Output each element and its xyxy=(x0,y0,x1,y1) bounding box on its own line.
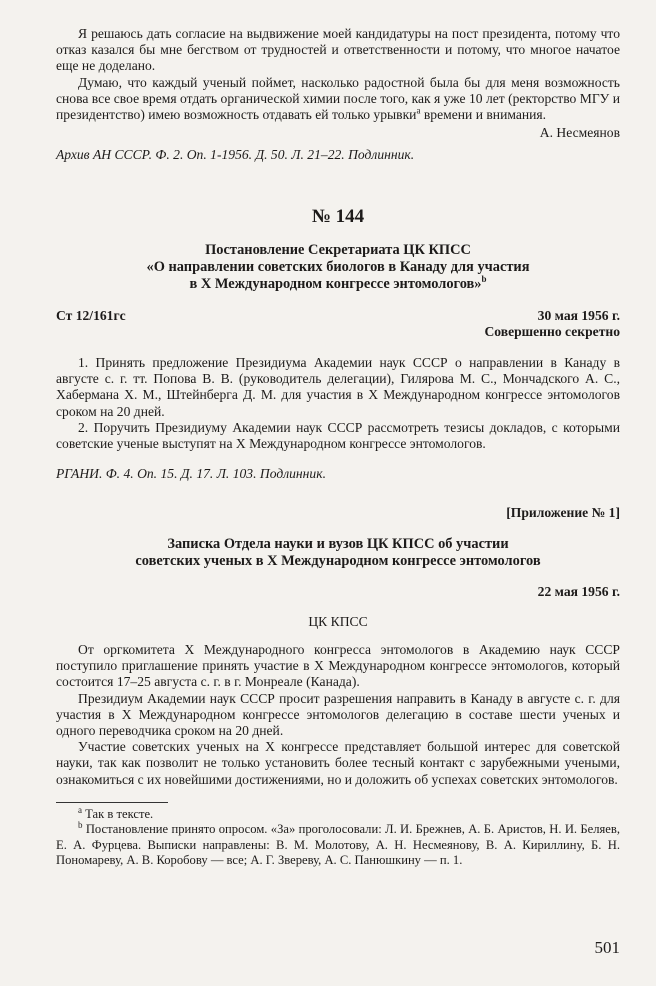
footnote-a-mark: а xyxy=(78,804,82,815)
document-title-line-2: «О направлении советских биологов в Канаду для участия xyxy=(146,258,530,275)
footnotes xyxy=(56,804,620,869)
page-number: 501 xyxy=(594,938,620,957)
appendix-label: [Приложение № 1] xyxy=(506,505,620,521)
footnote-a xyxy=(56,804,620,822)
document-title-line-3 xyxy=(56,273,620,293)
document-reference: Ст 12/161гс xyxy=(56,307,126,323)
document-number: № 144 xyxy=(311,205,365,227)
appendix-title-line-2: советских ученых в X Международном конгрессе энтомологов xyxy=(135,552,541,569)
secrecy-stamp: Совершенно секретно xyxy=(484,323,620,339)
letter-signature: А. Несмеянов xyxy=(539,125,620,141)
footnote-divider xyxy=(56,802,168,803)
appendix-paragraph-3: Участие советских ученых на X конгрессе представляет большой интерес для советской науки, так как позволит не только установить более тесный контакт с зарубежными учеными, ознакомиться с их новейшими достижениями, но и доложить об успехах советских энтомологов. xyxy=(56,739,620,787)
footnote-b xyxy=(56,822,620,868)
appendix-paragraph-2: Президиум Академии наук СССР просит разрешения направить в Канаду в августе с. г. для участия в X Международном конгрессе энтомологов делегацию в составе шести ученых и одного переводчика сроком на 20 дней. xyxy=(56,690,620,739)
document-title xyxy=(56,242,620,293)
appendix-paragraph-1: От оргкомитета X Международного конгресса энтомологов в Академию наук СССР поступило приглашение принять участие в X Международном конгрессе энтомологов, который состоится 17–25 августа с. г. в г. Монреале (Канада). xyxy=(56,642,620,690)
letter-paragraph-2-text: Думаю, что каждый ученый поймет, насколько радостной была бы для меня возможность снова все свое время отдать органической химии после того, как я уже 10 лет (ректорство МГУ и президентство) имею возможность отдавать ей только урывки xyxy=(56,74,620,123)
footnote-a-text: Так в тексте. xyxy=(82,806,154,821)
letter-paragraph-1: Я решаюсь дать согласие на выдвижение моей кандидатуры на пост президента, потому что отказ казался бы мне бегством от трудностей и ответственности и потому, что многое начатое еще не доделано. xyxy=(56,26,620,74)
appendix-addressee: ЦК КПСС xyxy=(308,613,368,629)
appendix-title xyxy=(56,536,620,570)
appendix-title-line-1: Записка Отдела науки и вузов ЦК КПСС об участии xyxy=(167,535,509,552)
letter-paragraph-2-tail: времени и внимания. xyxy=(420,107,547,123)
resolution-item-2: 2. Поручить Президиуму Академии наук СССР рассмотреть тезисы докладов, с которыми советские ученые выступят на X Международном конгрессе энтомологов. xyxy=(56,419,620,452)
letter-paragraph-2 xyxy=(56,75,620,124)
resolution-item-1: 1. Принять предложение Президиума Академии наук СССР о направлении в Канаду в августе с. г. тт. Попова В. В. (руководитель делегации), Гилярова М. С., Мончадского А. С., Хабермана Х. М., Штейнберга Д. М. для участия в X Международном конгрессе энтомологов сроком на 20 дней. xyxy=(56,355,620,419)
document-meta xyxy=(56,308,620,324)
appendix-date: 22 мая 1956 г. xyxy=(537,583,620,599)
footnote-ref-b: b xyxy=(481,273,487,284)
document-source: РГАНИ. Ф. 4. Оп. 15. Д. 17. Л. 103. Подлинник. xyxy=(56,466,326,482)
footnote-b-mark: b xyxy=(78,820,83,831)
footnote-ref-a: а xyxy=(416,105,421,116)
letter-source: Архив АН СССР. Ф. 2. Оп. 1-1956. Д. 50. Л. 21–22. Подлинник. xyxy=(56,147,415,163)
footnote-b-text: Постановление принято опросом. «За» проголосовали: Л. И. Брежнев, А. Б. Аристов, Н. И. Беляев, Е. А. Фурцева. Выписки направлены: В. М. Молотову, А. Н. Несмеянову, В. А. Кириллину, Б. Н. Пономареву, А. В. Коробову — все; А. Г. Звереву, А. С. Панюшкину — п. 1. xyxy=(56,822,620,868)
document-date: 30 мая 1956 г. xyxy=(537,307,620,323)
document-title-line-3-text: в X Международном конгрессе энтомологов» xyxy=(189,275,482,292)
document-title-line-1: Постановление Секретариата ЦК КПСС xyxy=(205,241,471,258)
